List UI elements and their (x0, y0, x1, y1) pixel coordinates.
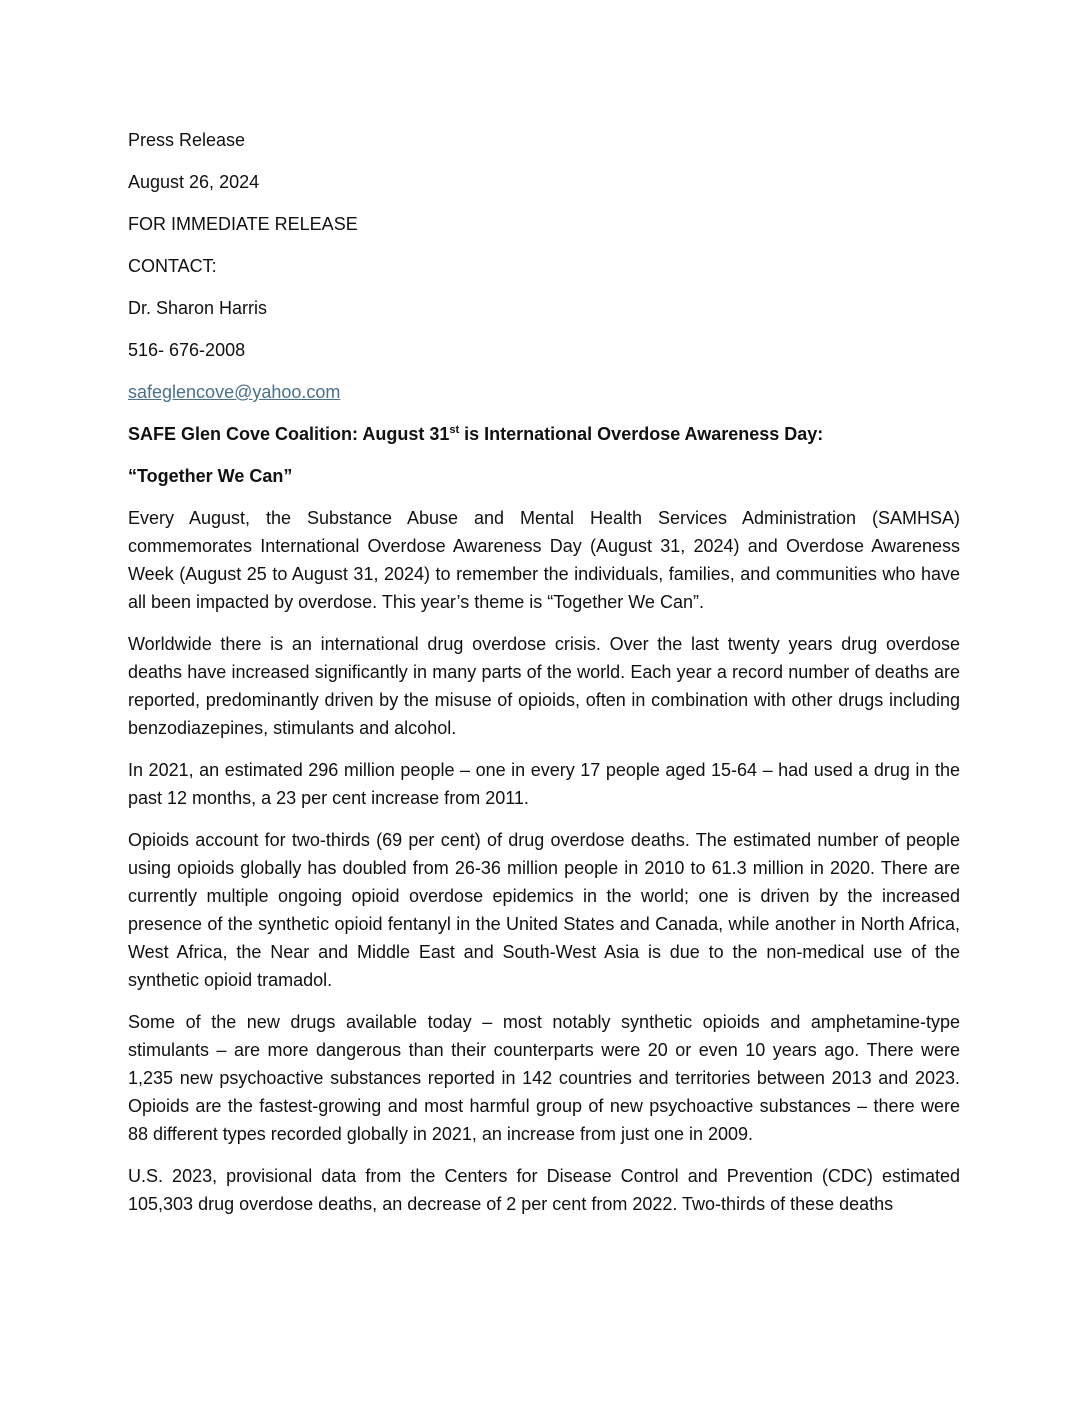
paragraph-opioids: Opioids account for two-thirds (69 per cent) of drug overdose deaths. The estimated number of people using opioids globally has doubled from 26-36 million people in 2010 to 61.3 million in 2020. There are currently multiple ongoing opioid overdose epidemics in the world; one is driven by the increased presence of the synthetic opioid fentanyl in the United States and Canada, while another in North Africa, West Africa, the Near and Middle East and South-West Asia is due to the non-medical use of the synthetic opioid tramadol. (128, 830, 960, 990)
release-date: August 26, 2024 (128, 172, 260, 192)
paragraph-new-drugs: Some of the new drugs available today – most notably synthetic opioids and amphetamine-type stimulants – are more dangerous than their counterparts were 20 or even 10 years ago. There were 1,235 new psychoactive substances reported in 142 countries and territories between 2013 and 2023. Opioids are the fastest-growing and most harmful group of new psychoactive substances – there were 88 different types recorded globally in 2021, an increase from just one in 2009. (128, 1012, 960, 1144)
contact-email-line (128, 378, 960, 406)
press-release-title (128, 420, 960, 448)
title-part-2: is International Overdose Awareness Day: (459, 424, 824, 444)
theme-heading: “Together We Can” (128, 466, 293, 486)
release-notice: FOR IMMEDIATE RELEASE (128, 214, 358, 234)
paragraph-awareness-day: Every August, the Substance Abuse and Mental Health Services Administration (SAMHSA) commemorates International Overdose Awareness Day (August 31, 2024) and Overdose Awareness Week (August 25 to August 31, 2024) to remember the individuals, families, and communities who have all been impacted by overdose. This year’s theme is “Together We Can”. (128, 508, 960, 612)
press-release-page (128, 126, 960, 1232)
paragraph-worldwide-crisis: Worldwide there is an international drug overdose crisis. Over the last twenty years drug overdose deaths have increased significantly in many parts of the world. Each year a record number of deaths are reported, predominantly driven by the misuse of opioids, often in combination with other drugs including benzodiazepines, stimulants and alcohol. (128, 634, 960, 738)
contact-name: Dr. Sharon Harris (128, 298, 268, 318)
contact-label: CONTACT: (128, 256, 217, 276)
title-superscript: st (449, 424, 460, 436)
title-part-1: SAFE Glen Cove Coalition: August 31 (128, 424, 450, 444)
contact-phone: 516- 676-2008 (128, 340, 246, 360)
document-type: Press Release (128, 130, 246, 150)
paragraph-us-2023: U.S. 2023, provisional data from the Centers for Disease Control and Prevention (CDC) estimated 105,303 drug overdose deaths, an decrease of 2 per cent from 2022. Two-thirds of these deaths (128, 1166, 960, 1214)
contact-email-link[interactable]: safeglencove@yahoo.com (128, 382, 341, 402)
paragraph-2021-statistics: In 2021, an estimated 296 million people – one in every 17 people aged 15-64 – had used a drug in the past 12 months, a 23 per cent increase from 2011. (128, 760, 960, 808)
